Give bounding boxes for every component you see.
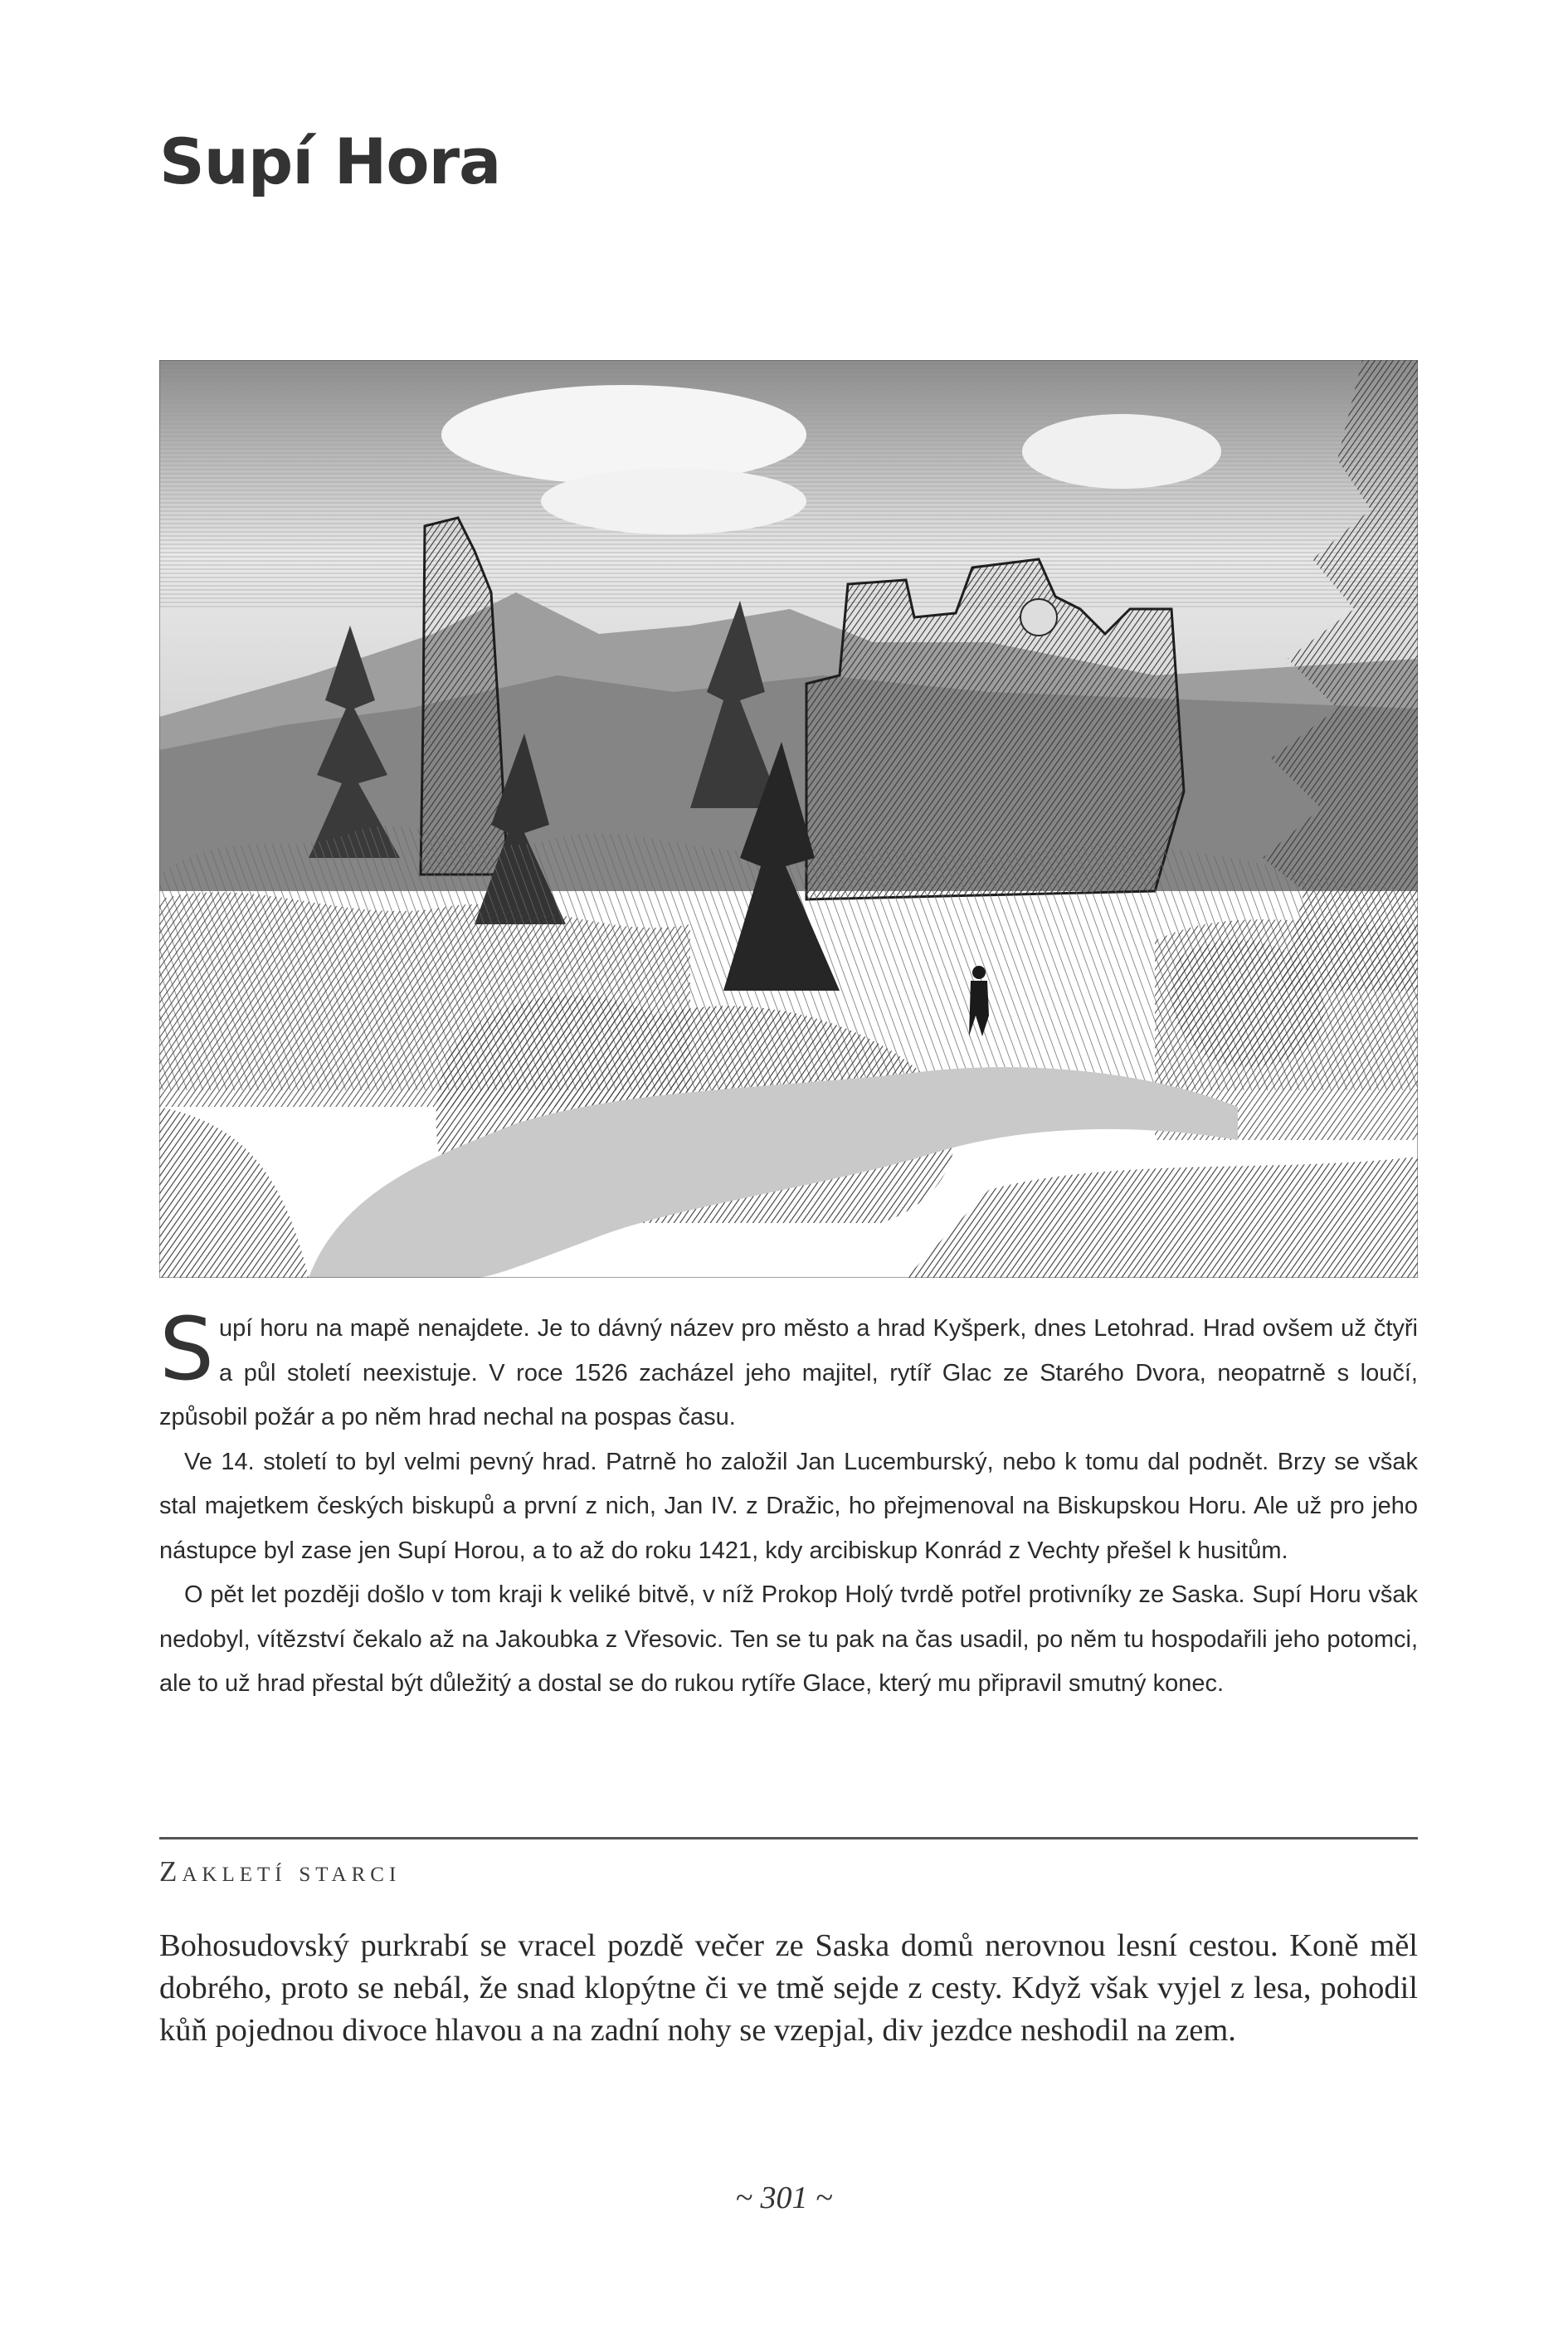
- section-text: Bohosudovský purkrabí se vracel pozdě večer ze Saska domů nerovnou lesní cestou. Koně měl dobrého, proto se nebál, že snad klopýtne či ve tmě sejde z cesty. Když však vyjel z lesa, pohodil kůň pojednou divoce hlavou a na zadní nohy se vzepjal, div jezdce neshodil na zem.: [159, 1928, 1418, 2048]
- paragraph-1: [159, 1299, 1418, 1440]
- engraving-illustration: [159, 360, 1418, 1278]
- drop-cap: S: [159, 1299, 215, 1400]
- section-heading: Zakletí starci: [159, 1855, 402, 1888]
- cloud: [441, 385, 806, 485]
- page-title: Supí Hora: [159, 124, 501, 198]
- article-body: [159, 1299, 1418, 1707]
- paragraph-2: Ve 14. století to byl velmi pevný hrad. Patrně ho založil Jan Lucemburský, nebo k tomu dal podnět. Brzy se však stal majetkem českých biskupů a první z nich, Jan IV. z Dražic, ho přejmenoval na Biskupskou Horu. Ale už pro jeho nástupce byl zase jen Supí Horou, a to až do roku 1421, kdy arcibiskup Konrád z Vechty přešel k husitům.: [159, 1448, 1418, 1564]
- page-number: ~ 301 ~: [735, 2181, 833, 2215]
- paragraph-3: O pět let později došlo v tom kraji k veliké bitvě, v níž Prokop Holý tvrdě potřel protivníky ze Saska. Supí Horu však nedobyl, vítězství čekalo až na Jakoubka z Vřesovic. Ten se tu pak na čas usadil, po něm tu hospodařili jeho potomci, ale to už hrad přestal být důležitý a dostal se do rukou rytíře Glace, který mu připravil smutný konec.: [159, 1581, 1418, 1697]
- paragraph-1-text: upí horu na mapě nenajdete. Je to dávný název pro město a hrad Kyšperk, dnes Letohrad. Hrad ovšem už čtyři a půl století neexistuje. V roce 1526 zacházel jeho majitel, rytíř Glac ze Starého Dvora, neopatrně s loučí, způsobil požár a po něm hrad nechal na pospas času.: [159, 1315, 1418, 1430]
- section-divider: [159, 1837, 1418, 1839]
- foreground: [159, 1107, 309, 1278]
